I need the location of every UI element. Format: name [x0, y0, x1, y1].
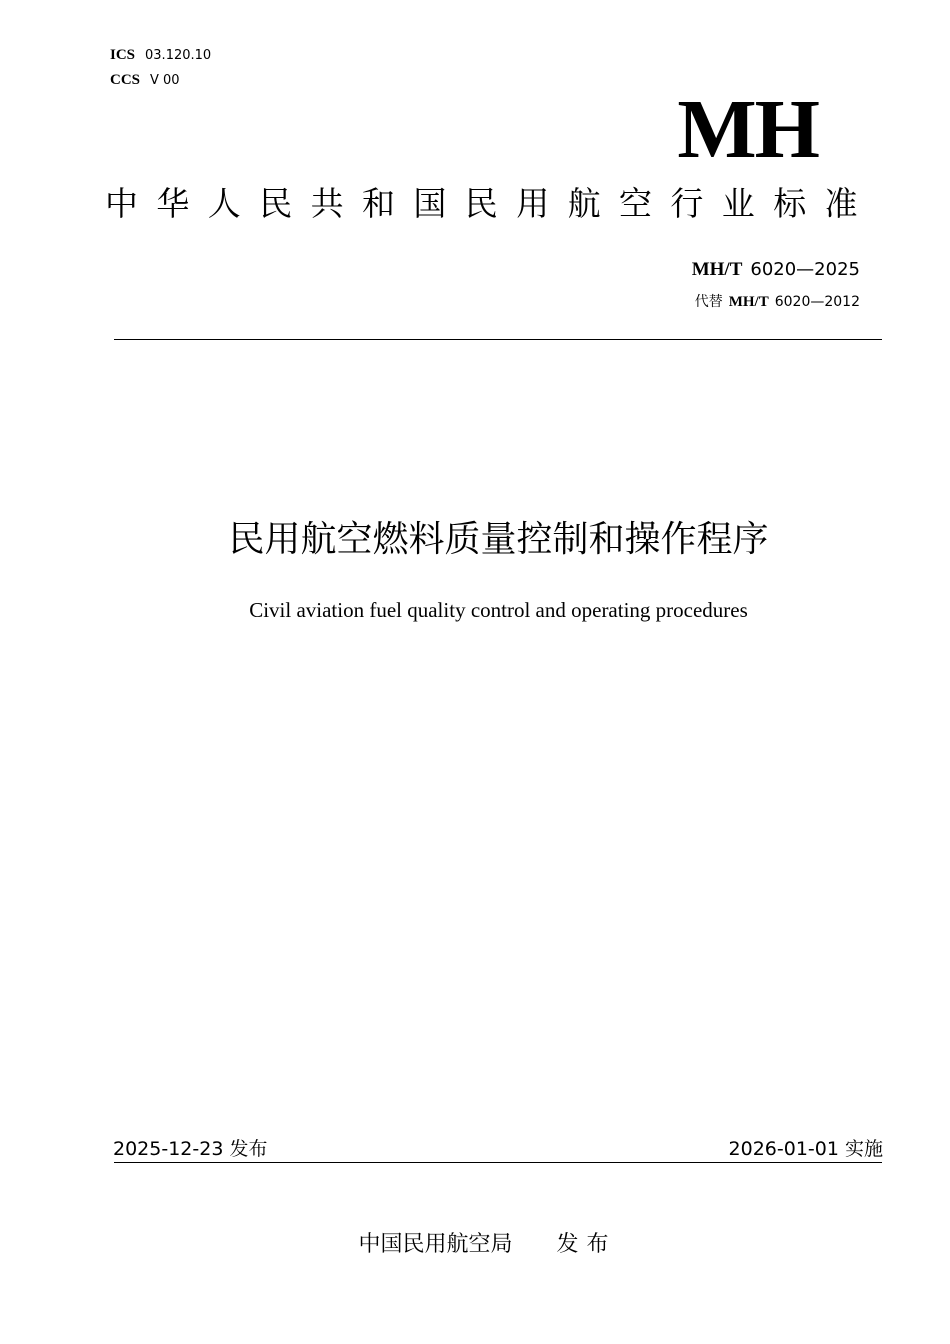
- standard-category-title: 中华人民共和国民用航空行业标准: [105, 184, 876, 223]
- issuer-line: [0, 1227, 950, 1258]
- mh-logo: MH: [677, 83, 818, 176]
- replaces-prefix: MH/T: [728, 294, 769, 310]
- standard-number-prefix: MH/T: [691, 259, 743, 280]
- issue-date: 2025-12-23 发布: [113, 1138, 268, 1160]
- standard-number: [692, 259, 860, 281]
- standard-number-value: 6020—2025: [750, 259, 860, 280]
- ics-value: 03.120.10: [145, 48, 212, 63]
- implementation-date: 2026-01-01 实施: [728, 1138, 883, 1160]
- ccs-value: V 00: [150, 73, 180, 88]
- document-title-chinese: 民用航空燃料质量控制和操作程序: [228, 519, 769, 560]
- issuer-name: 中国民用航空局: [358, 1232, 513, 1257]
- replaces-standard: [695, 291, 860, 311]
- replaces-label: 代替: [694, 294, 723, 310]
- ccs-code: [110, 72, 180, 89]
- document-title-english: Civil aviation fuel quality control and operating procedures: [249, 598, 748, 622]
- ics-label: ICS: [110, 47, 136, 63]
- replaces-value: 6020—2012: [774, 294, 860, 310]
- bottom-divider: [114, 1162, 882, 1163]
- ics-code: [110, 47, 211, 64]
- top-divider: [114, 339, 882, 340]
- ccs-label: CCS: [110, 72, 141, 88]
- publish-label: 发布: [556, 1232, 617, 1257]
